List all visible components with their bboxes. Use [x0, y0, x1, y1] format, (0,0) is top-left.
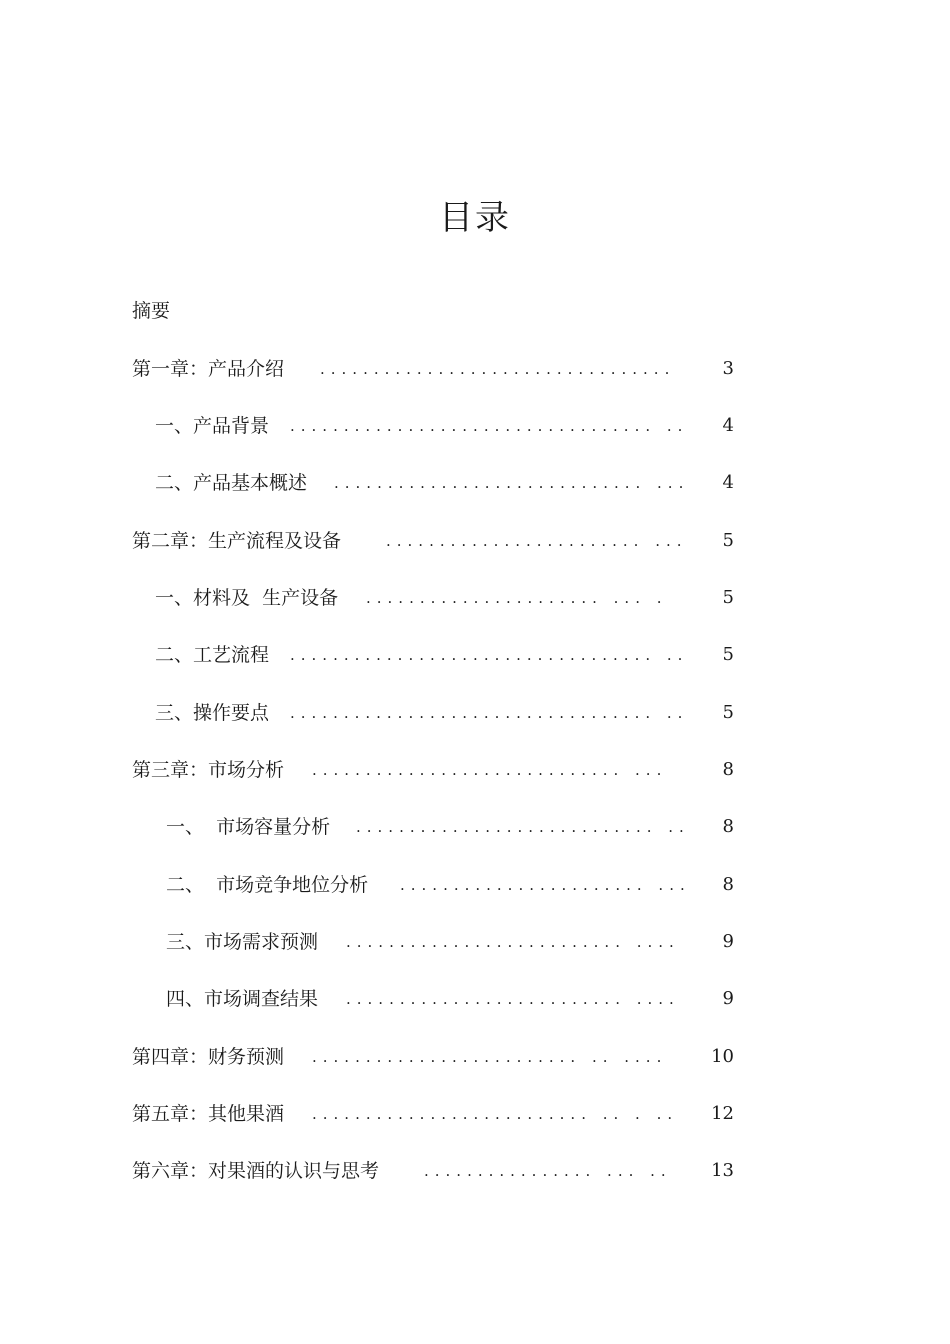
toc-entry-label: 二、工艺流程 [155, 644, 270, 666]
toc-entry-label: 第六章：对果酒的认识与思考 [132, 1160, 380, 1182]
toc-leader-dots: ................ ... .. [424, 1162, 672, 1180]
toc-entry-label: 一、材料及 生产设备 [155, 587, 339, 609]
toc-page-number: 9 [722, 988, 734, 1009]
toc-entry-1-1[interactable] [0, 411, 950, 441]
toc-leader-dots: ............................. ... [334, 474, 690, 492]
toc-entry-label: 第四章：财务预测 [132, 1046, 285, 1068]
toc-page-number: 8 [722, 874, 734, 895]
toc-page-number: 13 [711, 1160, 734, 1181]
toc-entry-label: 三、操作要点 [155, 702, 270, 724]
toc-entry-chapter-5[interactable] [0, 1099, 950, 1129]
toc-entry-2-3[interactable] [0, 698, 950, 728]
toc-page-number: 3 [722, 358, 734, 379]
toc-entry-label: 四、市场调查结果 [166, 988, 319, 1010]
toc-entry-3-2[interactable] [0, 870, 950, 900]
toc-page-number: 12 [711, 1103, 734, 1124]
toc-leader-dots: ................................. [320, 360, 676, 378]
toc-entry-label: 二、 市场竞争地位分析 [166, 874, 369, 896]
toc-leader-dots: .................................. .. [290, 417, 689, 435]
toc-page-number: 8 [722, 759, 734, 780]
toc-leader-dots: .................................. .. [290, 646, 689, 664]
toc-entry-label: 三、市场需求预测 [166, 931, 319, 953]
toc-entry-2-1[interactable] [0, 583, 950, 613]
toc-entry-1-2[interactable] [0, 468, 950, 498]
toc-entry-label: 第一章：产品介绍 [132, 358, 291, 380]
toc-page-number: 9 [722, 931, 734, 952]
toc-leader-dots: ....................... ... [400, 876, 691, 894]
toc-entry-label: 第二章：生产流程及设备 [132, 530, 348, 552]
toc-page-number: 5 [722, 530, 734, 551]
toc-leader-dots: .......................... .. . .. [312, 1105, 679, 1123]
toc-entry-label: 第三章：市场分析 [132, 759, 285, 781]
toc-page-number: 8 [722, 816, 734, 837]
toc-entry-label: 第五章：其他果酒 [132, 1103, 285, 1125]
toc-page-number: 5 [722, 644, 734, 665]
toc-entry-2-2[interactable] [0, 640, 950, 670]
toc-leader-dots: .......................... .... [346, 933, 680, 951]
toc-entry-label: 摘要 [132, 300, 171, 322]
toc-page-number: 5 [722, 702, 734, 723]
toc-entry-chapter-6[interactable] [0, 1156, 950, 1186]
toc-entry-abstract[interactable] [0, 296, 950, 326]
toc-entry-label: 二、产品基本概述 [155, 472, 308, 494]
toc-leader-dots: ...................... ... . [366, 589, 668, 607]
toc-entry-chapter-1[interactable] [0, 354, 950, 384]
toc-page-number: 4 [722, 415, 734, 436]
toc-entry-chapter-3[interactable] [0, 755, 950, 785]
toc-entry-label: 一、 市场容量分析 [166, 816, 331, 838]
toc-entry-3-1[interactable] [0, 812, 950, 842]
toc-entry-chapter-4[interactable] [0, 1042, 950, 1072]
toc-entry-label: 一、产品背景 [155, 415, 270, 437]
toc-page-number: 5 [722, 587, 734, 608]
toc-leader-dots: .......................... .... [346, 990, 680, 1008]
toc-leader-dots: .................................. .. [290, 704, 689, 722]
toc-entry-3-3[interactable] [0, 927, 950, 957]
toc-page-number: 10 [711, 1046, 734, 1067]
toc-entry-3-4[interactable] [0, 984, 950, 1014]
page-title: 目录 [439, 198, 511, 238]
toc-leader-dots: ............................. ... [312, 761, 668, 779]
toc-leader-dots: ........................ ... [386, 532, 688, 550]
toc-leader-dots: ......................... .. .... [312, 1048, 668, 1066]
toc-page-number: 4 [722, 472, 734, 493]
toc-entry-chapter-2[interactable] [0, 526, 950, 556]
toc-leader-dots: ............................ .. [356, 818, 690, 836]
